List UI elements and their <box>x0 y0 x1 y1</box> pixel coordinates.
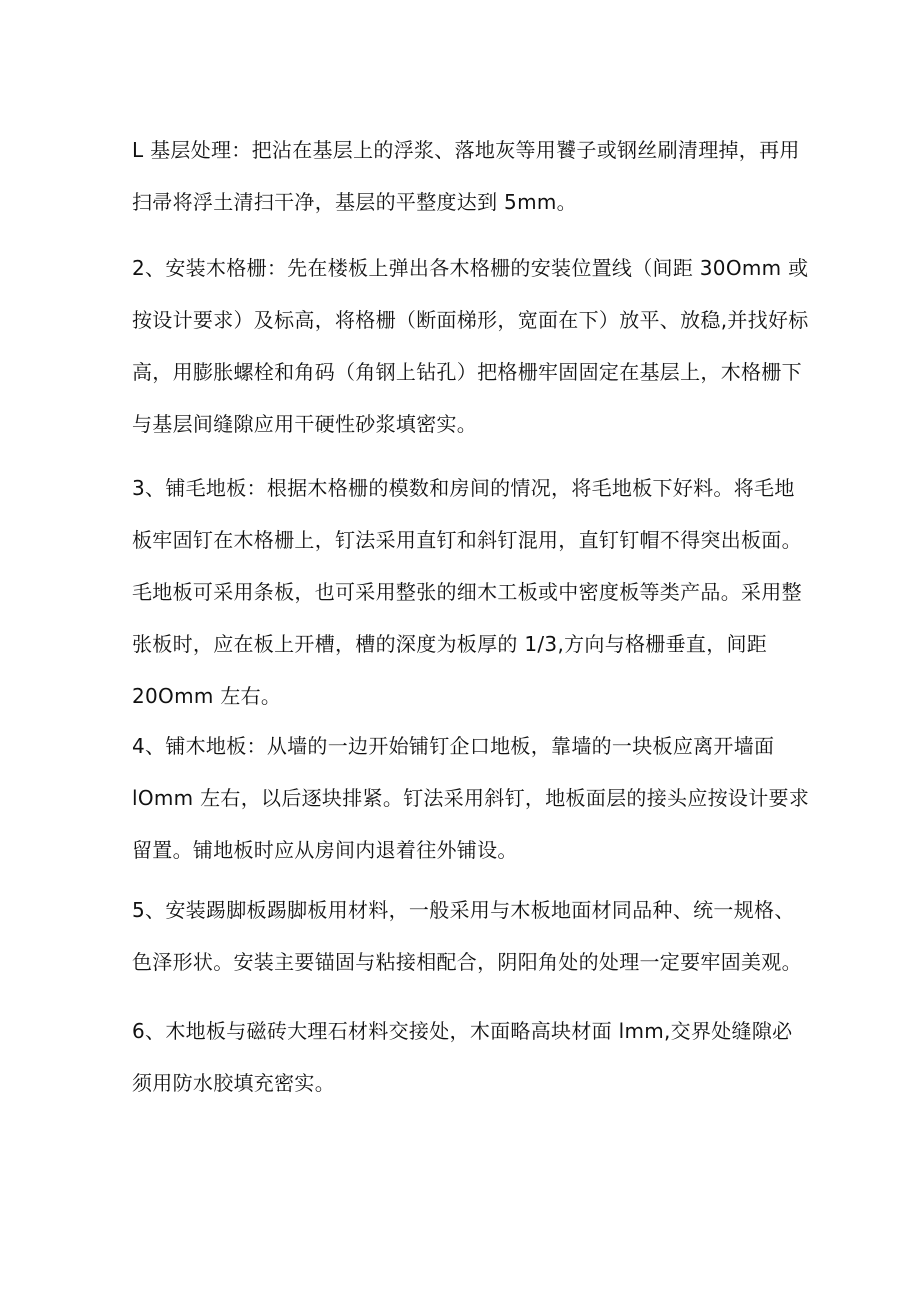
paragraph-line: 5、安装踢脚板踢脚板用材料，一般采用与木板地面材同品种、统一规格、 <box>132 898 795 922</box>
paragraph-line: 与基层间缝隙应用干硬性砂浆填密实。 <box>132 412 478 436</box>
paragraph-line: L 基层处理：把沾在基层上的浮浆、落地灰等用饕子或钢丝刷清理掉，再用 <box>132 138 800 162</box>
paragraph-line: 20Omm 左右。 <box>132 684 282 708</box>
paragraph-base-treatment <box>132 124 800 228</box>
paragraph-transition <box>132 1005 797 1109</box>
paragraph-line: 6、木地板与磁砖大理石材料交接处，木面略高块材面 lmm,交界处缝隙必 <box>132 1019 793 1043</box>
paragraph-line: 色泽形状。安装主要锚固与粘接相配合，阴阳角处的处理一定要牢固美观。 <box>132 950 802 974</box>
paragraph-line: 2、安装木格栅：先在楼板上弹出各木格栅的安装位置线（间距 30Omm 或 <box>132 256 809 280</box>
paragraph-install-joists <box>132 242 809 450</box>
paragraph-line: 高，用膨胀螺栓和角码（角钢上钻孔）把格栅牢固固定在基层上，木格栅下 <box>132 360 802 384</box>
paragraph-line: 扫帚将浮土清扫干净，基层的平整度达到 5mm。 <box>132 190 577 214</box>
paragraph-line: 3、铺毛地板：根据木格栅的模数和房间的情况，将毛地板下好料。将毛地 <box>132 476 795 500</box>
paragraph-line: 4、铺木地板：从墙的一边开始铺钉企口地板，靠墙的一块板应离开墙面 <box>132 734 775 758</box>
paragraph-line: 张板时，应在板上开槽，槽的深度为板厚的 1/3,方向与格栅垂直，间距 <box>132 632 768 656</box>
paragraph-line: 须用防水胶填充密实。 <box>132 1071 335 1095</box>
paragraph-line: 板牢固钉在木格栅上，钉法采用直钉和斜钉混用，直钉钉帽不得突出板面。 <box>132 528 802 552</box>
paragraph-subfloor <box>132 462 802 722</box>
paragraph-line: 留置。铺地板时应从房间内退着往外铺设。 <box>132 838 518 862</box>
paragraph-line: 按设计要求）及标高，将格栅（断面梯形，宽面在下）放平、放稳,并找好标 <box>132 308 809 332</box>
paragraph-skirting <box>132 884 802 988</box>
paragraph-line: lOmm 左右，以后逐块排紧。钉法采用斜钉，地板面层的接头应按设计要求 <box>132 786 810 810</box>
paragraph-line: 毛地板可采用条板，也可采用整张的细木工板或中密度板等类产品。采用整 <box>132 580 802 604</box>
paragraph-wood-floor <box>132 720 810 876</box>
